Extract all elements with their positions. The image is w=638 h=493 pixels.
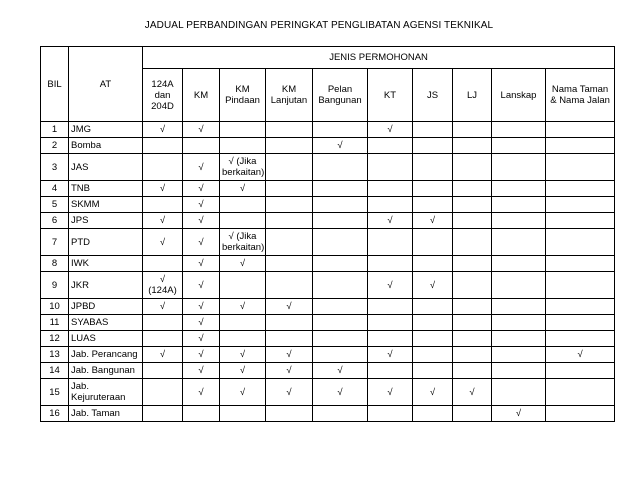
table-row (41, 347, 615, 363)
column-header: KM Pindaan (220, 69, 266, 122)
check-cell: √ (220, 347, 266, 363)
empty-cell (368, 406, 413, 422)
agency-cell: JPBD (69, 299, 143, 315)
empty-cell (368, 154, 413, 181)
empty-cell (143, 315, 183, 331)
empty-cell (266, 213, 313, 229)
column-header: LJ (453, 69, 492, 122)
table-row (41, 138, 615, 154)
bil-cell: 14 (41, 363, 69, 379)
empty-cell (413, 181, 453, 197)
empty-cell (492, 347, 546, 363)
check-cell: √ (266, 363, 313, 379)
empty-cell (413, 406, 453, 422)
empty-cell (313, 181, 368, 197)
check-cell: √ (368, 272, 413, 299)
empty-cell (368, 256, 413, 272)
column-header: Nama Taman & Nama Jalan (546, 69, 615, 122)
table-row (41, 299, 615, 315)
check-cell: √ (183, 213, 220, 229)
empty-cell (546, 197, 615, 213)
empty-cell (453, 213, 492, 229)
check-cell: √ (313, 363, 368, 379)
agency-cell: JKR (69, 272, 143, 299)
empty-cell (220, 122, 266, 138)
agency-cell: Jab. Taman (69, 406, 143, 422)
column-header: 124A dan 204D (143, 69, 183, 122)
empty-cell (368, 229, 413, 256)
empty-cell (313, 197, 368, 213)
check-cell: √ (413, 272, 453, 299)
empty-cell (220, 197, 266, 213)
check-cell: √ (413, 379, 453, 406)
empty-cell (183, 406, 220, 422)
empty-cell (313, 299, 368, 315)
empty-cell (313, 315, 368, 331)
check-cell: √ (183, 272, 220, 299)
empty-cell (492, 315, 546, 331)
empty-cell (266, 197, 313, 213)
check-cell: √ (124A) (143, 272, 183, 299)
bil-cell: 7 (41, 229, 69, 256)
empty-cell (143, 197, 183, 213)
empty-cell (453, 299, 492, 315)
empty-cell (453, 197, 492, 213)
empty-cell (453, 229, 492, 256)
check-cell: √ (183, 197, 220, 213)
at-header: AT (69, 47, 143, 122)
agency-cell: Jab. Bangunan (69, 363, 143, 379)
check-cell: √ (143, 299, 183, 315)
empty-cell (492, 272, 546, 299)
check-cell: √ (183, 181, 220, 197)
check-cell: √ (183, 331, 220, 347)
empty-cell (546, 138, 615, 154)
bil-cell: 12 (41, 331, 69, 347)
table-row (41, 331, 615, 347)
bil-cell: 10 (41, 299, 69, 315)
agency-cell: JMG (69, 122, 143, 138)
empty-cell (413, 363, 453, 379)
empty-cell (492, 154, 546, 181)
empty-cell (546, 181, 615, 197)
empty-cell (546, 229, 615, 256)
check-cell: √ (368, 347, 413, 363)
empty-cell (546, 213, 615, 229)
check-cell: √ (183, 315, 220, 331)
empty-cell (453, 122, 492, 138)
empty-cell (143, 154, 183, 181)
check-cell: √ (313, 138, 368, 154)
check-cell: √ (413, 213, 453, 229)
bil-cell: 15 (41, 379, 69, 406)
empty-cell (413, 122, 453, 138)
bil-cell: 3 (41, 154, 69, 181)
empty-cell (546, 122, 615, 138)
bil-cell: 2 (41, 138, 69, 154)
empty-cell (368, 138, 413, 154)
empty-cell (453, 363, 492, 379)
empty-cell (546, 379, 615, 406)
column-header: Lanskap (492, 69, 546, 122)
check-cell: √ (266, 299, 313, 315)
empty-cell (143, 138, 183, 154)
check-cell: √ (313, 379, 368, 406)
table-row (41, 122, 615, 138)
check-cell: √ (453, 379, 492, 406)
empty-cell (313, 347, 368, 363)
empty-cell (492, 299, 546, 315)
table-row (41, 315, 615, 331)
header-row-group (41, 47, 615, 69)
empty-cell (143, 363, 183, 379)
check-cell: √ (266, 379, 313, 406)
bil-cell: 6 (41, 213, 69, 229)
empty-cell (313, 122, 368, 138)
empty-cell (266, 181, 313, 197)
empty-cell (492, 379, 546, 406)
empty-cell (453, 154, 492, 181)
empty-cell (453, 331, 492, 347)
check-cell: √ (143, 213, 183, 229)
check-cell: √ (Jika berkaitan) (220, 229, 266, 256)
empty-cell (492, 122, 546, 138)
agency-cell: TNB (69, 181, 143, 197)
table-row (41, 379, 615, 406)
check-cell: √ (220, 181, 266, 197)
empty-cell (313, 213, 368, 229)
column-header: KM (183, 69, 220, 122)
empty-cell (266, 331, 313, 347)
empty-cell (546, 256, 615, 272)
empty-cell (413, 299, 453, 315)
empty-cell (413, 347, 453, 363)
agency-cell: Bomba (69, 138, 143, 154)
empty-cell (313, 256, 368, 272)
empty-cell (220, 406, 266, 422)
empty-cell (413, 197, 453, 213)
empty-cell (492, 229, 546, 256)
empty-cell (220, 331, 266, 347)
bil-cell: 11 (41, 315, 69, 331)
check-cell: √ (266, 347, 313, 363)
jenis-permohonan-header: JENIS PERMOHONAN (143, 47, 615, 69)
check-cell: √ (183, 379, 220, 406)
empty-cell (492, 181, 546, 197)
column-header: Pelan Bangunan (313, 69, 368, 122)
empty-cell (492, 331, 546, 347)
check-cell: √ (546, 347, 615, 363)
agency-cell: PTD (69, 229, 143, 256)
check-cell: √ (143, 347, 183, 363)
empty-cell (368, 315, 413, 331)
empty-cell (313, 331, 368, 347)
table-body (41, 122, 615, 422)
empty-cell (220, 138, 266, 154)
check-cell: √ (220, 256, 266, 272)
bil-cell: 8 (41, 256, 69, 272)
agency-cell: LUAS (69, 331, 143, 347)
empty-cell (220, 315, 266, 331)
empty-cell (313, 272, 368, 299)
empty-cell (546, 299, 615, 315)
column-header: JS (413, 69, 453, 122)
empty-cell (368, 363, 413, 379)
agency-comparison-table (40, 46, 615, 422)
empty-cell (546, 331, 615, 347)
empty-cell (413, 315, 453, 331)
empty-cell (266, 256, 313, 272)
table-row (41, 256, 615, 272)
empty-cell (368, 181, 413, 197)
empty-cell (220, 213, 266, 229)
check-cell: √ (183, 256, 220, 272)
empty-cell (313, 229, 368, 256)
check-cell: √ (183, 154, 220, 181)
agency-cell: SYABAS (69, 315, 143, 331)
empty-cell (266, 315, 313, 331)
empty-cell (183, 138, 220, 154)
bil-cell: 16 (41, 406, 69, 422)
empty-cell (492, 213, 546, 229)
empty-cell (453, 272, 492, 299)
empty-cell (143, 256, 183, 272)
empty-cell (453, 138, 492, 154)
agency-cell: Jab. Perancang (69, 347, 143, 363)
check-cell: √ (Jika berkaitan) (220, 154, 266, 181)
empty-cell (368, 299, 413, 315)
check-cell: √ (183, 347, 220, 363)
agency-cell: JAS (69, 154, 143, 181)
table-row (41, 406, 615, 422)
empty-cell (492, 197, 546, 213)
bil-cell: 4 (41, 181, 69, 197)
check-cell: √ (368, 213, 413, 229)
table-row (41, 154, 615, 181)
empty-cell (368, 331, 413, 347)
empty-cell (546, 406, 615, 422)
empty-cell (413, 331, 453, 347)
agency-cell: SKMM (69, 197, 143, 213)
check-cell: √ (368, 122, 413, 138)
empty-cell (453, 406, 492, 422)
empty-cell (492, 256, 546, 272)
empty-cell (143, 406, 183, 422)
empty-cell (492, 363, 546, 379)
check-cell: √ (183, 363, 220, 379)
empty-cell (492, 138, 546, 154)
empty-cell (453, 347, 492, 363)
check-cell: √ (492, 406, 546, 422)
empty-cell (453, 256, 492, 272)
check-cell: √ (220, 379, 266, 406)
table-row (41, 213, 615, 229)
empty-cell (413, 138, 453, 154)
table-row (41, 181, 615, 197)
empty-cell (453, 181, 492, 197)
bil-header: BIL (41, 47, 69, 122)
bil-cell: 9 (41, 272, 69, 299)
table-row (41, 197, 615, 213)
check-cell: √ (220, 299, 266, 315)
empty-cell (143, 379, 183, 406)
check-cell: √ (220, 363, 266, 379)
check-cell: √ (183, 122, 220, 138)
empty-cell (220, 272, 266, 299)
agency-cell: IWK (69, 256, 143, 272)
agency-cell: Jab. Kejuruteraan (69, 379, 143, 406)
table-row (41, 229, 615, 256)
empty-cell (546, 363, 615, 379)
empty-cell (546, 154, 615, 181)
empty-cell (143, 331, 183, 347)
bil-cell: 5 (41, 197, 69, 213)
bil-cell: 13 (41, 347, 69, 363)
column-header: KT (368, 69, 413, 122)
empty-cell (266, 122, 313, 138)
empty-cell (266, 229, 313, 256)
empty-cell (266, 154, 313, 181)
empty-cell (546, 272, 615, 299)
table-row (41, 272, 615, 299)
empty-cell (313, 154, 368, 181)
empty-cell (413, 229, 453, 256)
empty-cell (546, 315, 615, 331)
check-cell: √ (368, 379, 413, 406)
bil-cell: 1 (41, 122, 69, 138)
agency-cell: JPS (69, 213, 143, 229)
column-header: KM Lanjutan (266, 69, 313, 122)
document-title: JADUAL PERBANDINGAN PERINGKAT PENGLIBATAN AGENSI TEKNIKAL (144, 20, 494, 31)
table-header (41, 47, 615, 122)
empty-cell (413, 256, 453, 272)
empty-cell (313, 406, 368, 422)
empty-cell (266, 138, 313, 154)
empty-cell (368, 197, 413, 213)
check-cell: √ (143, 181, 183, 197)
check-cell: √ (143, 122, 183, 138)
table-row (41, 363, 615, 379)
check-cell: √ (183, 229, 220, 256)
check-cell: √ (143, 229, 183, 256)
empty-cell (413, 154, 453, 181)
empty-cell (266, 406, 313, 422)
check-cell: √ (183, 299, 220, 315)
empty-cell (453, 315, 492, 331)
empty-cell (266, 272, 313, 299)
